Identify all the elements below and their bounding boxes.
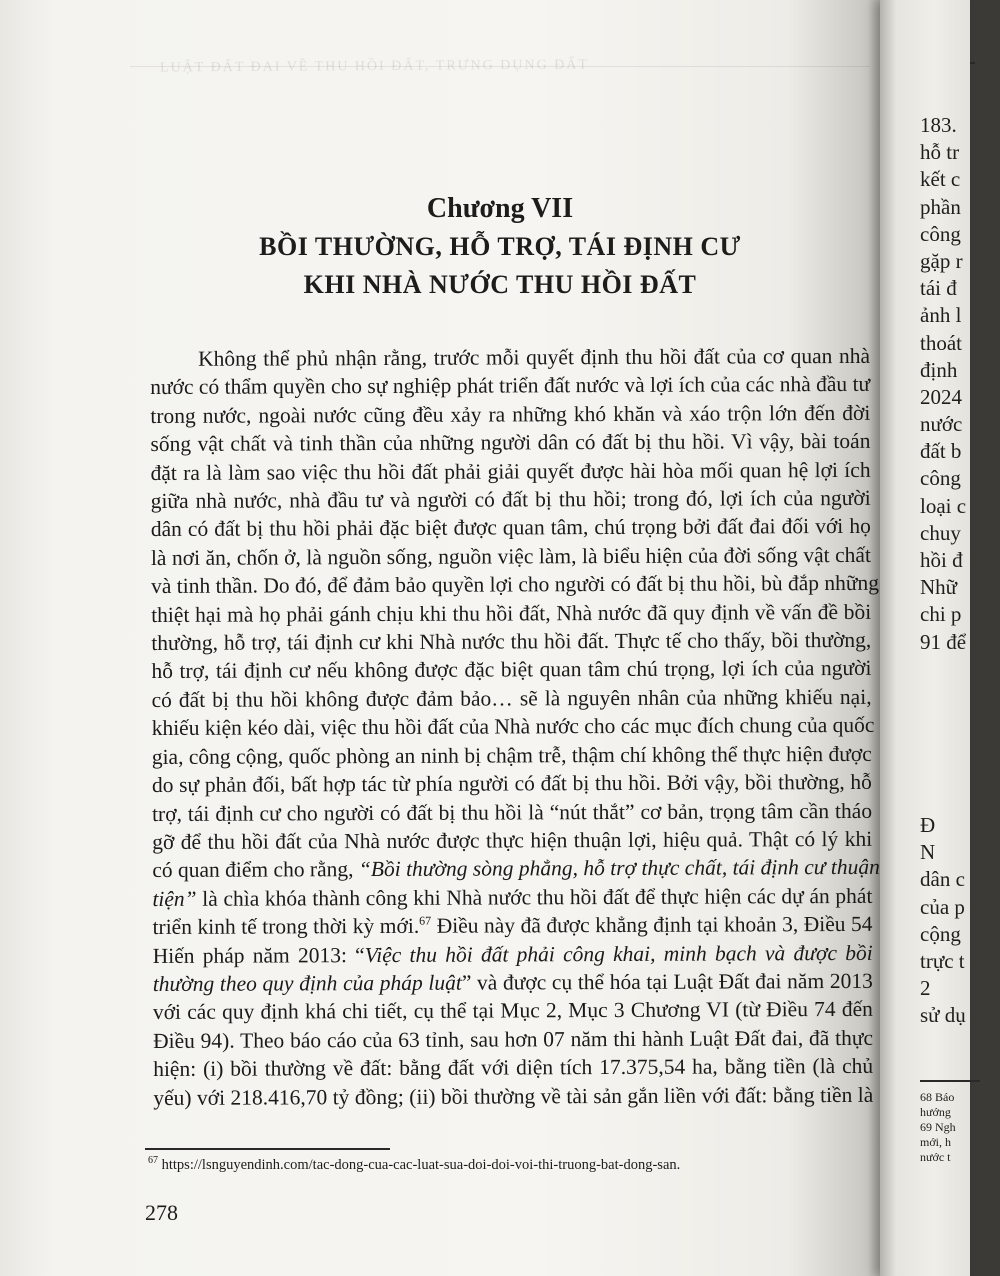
facing-line: 2 (920, 976, 931, 1001)
text-run: ” và được cụ thể hóa tại Luật Đất đai năm 2013 (461, 968, 873, 995)
facing-footnote-separator (920, 1080, 980, 1082)
facing-footnote-line: 68 Báo (920, 1090, 955, 1104)
facing-line: công (920, 466, 961, 491)
body-line: yếu) với 218.416,70 tỷ đồng; (ii) bồi thường về tài sản gắn liền với đất: bằng tiền là (153, 1082, 874, 1110)
body-line: trong nước, ngoài nước cũng đều xảy ra những khó khăn và xáo trộn lớn đến đời (150, 400, 871, 428)
body-line-with-quote (153, 938, 873, 970)
body-line-with-footnote-ref (152, 910, 872, 942)
footnote-separator (145, 1148, 390, 1150)
facing-line: dân c (920, 867, 965, 892)
facing-line: phần (920, 194, 961, 219)
body-line: đặt ra là làm sao việc thu hồi đất phải giải quyết được hài hòa mối quan hệ lợi ích (150, 457, 871, 485)
body-line: có đất bị thu hồi không được đảm bảo… sẽ là nguyên nhân của những khiếu nại, (151, 684, 872, 712)
body-line: giữa nhà nước, nhà đầu tư và người có đất bị thu hồi; trong đó, lợi ích của người (150, 485, 871, 514)
facing-line: nước (920, 412, 963, 437)
text-run: Điều này đã được khẳng định tại khoản 3, Điều 54 (431, 911, 873, 938)
italic-quote: “Bồi thường sòng phẳng, hỗ trợ thực chất, tái định cư thuận (358, 855, 880, 882)
body-text (150, 342, 880, 1112)
facing-footnotes (920, 1090, 1000, 1165)
body-line: khiếu kiện kéo dài, việc thu hồi đất của Nhà nước cho các mục đích chung của quốc (151, 713, 875, 741)
facing-page-text (920, 112, 1000, 656)
page-number: 278 (145, 1200, 178, 1225)
text-run: triển kinh tế trong thời kỳ mới. (152, 913, 420, 940)
chapter-heading (150, 190, 850, 304)
body-line: do sự phản đối, bất hợp tác từ phía người có đất bị thu hồi. Bởi vậy, bồi thường, hỗ (151, 769, 872, 798)
facing-footnote-line: nước t (920, 1150, 951, 1164)
body-line: gỡ để thu hồi đất của Nhà nước được thực hiện thuận lợi, hiệu quả. Thật có lý khi (152, 826, 873, 854)
body-line: gia, công cộng, quốc phòng an ninh bị chậm trễ, thậm chí không thể thực hiện được (151, 741, 872, 769)
body-line: sống vật chất và tinh thần của những người dân có đất bị thu hồi. Vì vậy, bài toán (150, 429, 871, 457)
body-line: trợ, tái định cư cho người có đất bị thu hồi là “nút thắt” cơ bản, trọng tâm cần tháo (151, 798, 873, 826)
chapter-title-line-2: KHI NHÀ NƯỚC THU HỒI ĐẤT (303, 270, 697, 299)
facing-line: ảnh l (920, 303, 962, 328)
facing-line: cộng (920, 921, 961, 946)
facing-line: loại c (920, 493, 967, 518)
footnote-number: 67 (148, 1155, 158, 1167)
facing-line: kết c (920, 167, 961, 192)
facing-line: trực t (920, 948, 965, 973)
italic-quote: thường theo quy định của pháp luật (152, 970, 462, 996)
bleed-through-rule (130, 66, 870, 67)
bleed-through-header: LUẬT ĐẤT ĐAI VỀ THU HỒI ĐẤT, TRƯNG DỤNG ĐẤT (159, 57, 590, 76)
italic-quote: Việc thu hồi đất phải công khai, minh bạch và được bồi (364, 940, 873, 967)
chapter-title-line-1: BỒI THƯỜNG, HỖ TRỢ, TÁI ĐỊNH CƯ (259, 232, 741, 261)
body-line: hỗ trợ, tái định cư nếu không được đặc biệt quan tâm chú trọng, lợi ích của người (151, 656, 872, 684)
facing-line: 2024 (920, 384, 962, 409)
footnote-reference: 67 (419, 913, 432, 928)
footnote (148, 1157, 848, 1174)
chapter-number: Chương VII (426, 193, 574, 224)
facing-line: 183. (920, 113, 957, 137)
facing-footnote-line: mới, h (920, 1135, 952, 1149)
body-line: Điều 94). Theo báo cáo của 63 tỉnh, sau hơn 07 năm thi hành Luật Đất đai, đã thực (152, 1025, 874, 1053)
facing-page-text-lower (920, 812, 1000, 1030)
body-line: và tinh thần. Do đó, để đảm bảo quyền lợi cho người có đất bị thu hồi, bù đắp những (151, 571, 880, 599)
facing-line: 91 để (920, 629, 967, 654)
body-line: Không thể phủ nhận rằng, trước mỗi quyết định thu hồi đất của cơ quan nhà (198, 343, 871, 371)
text-run: Hiến pháp năm 2013: “ (152, 942, 365, 968)
facing-line: N (920, 840, 936, 865)
body-line: thiệt hại mà họ phải gánh chịu khi thu hồi đất, Nhà nước đã quy định về vấn đề bồi (151, 599, 872, 627)
body-line: với các quy định khá chi tiết, cụ thể tại Mục 2, Mục 3 Chương VI (từ Điều 74 đến (152, 997, 873, 1025)
text-run: là chìa khóa thành công khi Nhà nước thu hồi đất để thực hiện các dự án phát (196, 883, 873, 911)
facing-footnote-line: hướng (920, 1105, 951, 1119)
footnote-text: https://lsnguyendinh.com/tac-dong-cua-cac-luat-sua-doi-doi-voi-thi-truong-bat-dong-san. (161, 1157, 681, 1173)
facing-line: Nhữ (920, 575, 958, 600)
facing-line: sử dụ (920, 1003, 966, 1028)
text-run: có quan điểm cho rằng, (152, 857, 359, 883)
body-line-with-quote (152, 882, 872, 914)
facing-line: chuy (920, 520, 961, 545)
facing-line: định (920, 357, 958, 382)
facing-line: của p (920, 894, 965, 919)
body-line: hiện: (i) bồi thường về đất: bằng đất với diện tích 17.375,54 ha, bằng tiền (là chủ (153, 1054, 874, 1082)
facing-line: thoát (920, 330, 962, 355)
body-line: là nơi ăn, chốn ở, là nguồn sống, nguồn việc làm, là biểu hiện của đời sống vật chất (150, 542, 871, 570)
facing-footnote-line: 69 Ngh (920, 1120, 956, 1134)
facing-line: gặp r (920, 248, 963, 273)
facing-line: chi p (920, 602, 962, 627)
facing-page (880, 0, 970, 1276)
facing-line: tái đ (920, 276, 957, 301)
body-line-with-quote (153, 967, 873, 999)
body-line: nước có thẩm quyền cho sự nghiệp phát triển đất nước và lợi ích của các nhà đầu tư (150, 372, 871, 400)
facing-line: hỗ tr (920, 140, 960, 165)
facing-line: công (920, 221, 961, 246)
facing-line: đất b (920, 439, 962, 464)
facing-line: Đ (920, 813, 936, 837)
facing-line: hồi đ (920, 548, 963, 572)
body-line: thường, hỗ trợ, tái định cư khi Nhà nước thu hồi đất. Thực tế cho thấy, bồi thường, (151, 627, 872, 656)
italic-quote: tiện” (152, 886, 197, 911)
body-line: dân có đất bị thu hồi phải đặc biệt được quan tâm, chú trọng bởi đất đai đối với họ (150, 514, 871, 542)
body-line-with-quote (152, 853, 880, 885)
